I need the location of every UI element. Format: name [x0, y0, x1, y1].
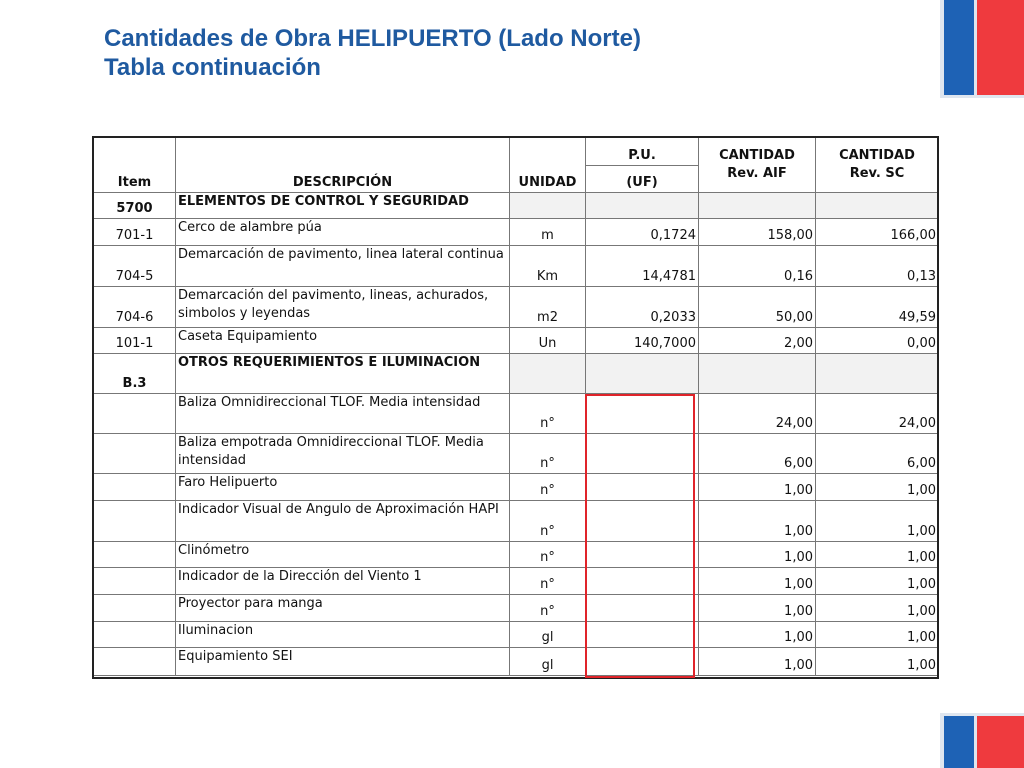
header-descripcion: DESCRIPCIÓN: [176, 138, 510, 193]
flag-stripes-top: [940, 0, 1024, 98]
table-row: [94, 568, 939, 595]
cell-unidad: gl: [510, 622, 586, 648]
table-row: [94, 434, 939, 474]
cell-unidad: [510, 354, 586, 394]
cell-unidad: m2: [510, 287, 586, 328]
cell-cantidad-sc: 6,00: [816, 434, 939, 474]
header-pu: P.U.: [586, 138, 699, 166]
cell-cantidad-sc: 1,00: [816, 542, 939, 568]
cell-cantidad-aif: 1,00: [699, 501, 816, 542]
cell-pu: 14,4781: [586, 246, 699, 287]
cell-pu: [586, 568, 699, 595]
cell-descripcion: Demarcación de pavimento, linea lateral continua: [176, 246, 510, 287]
cell-unidad: n°: [510, 595, 586, 622]
cell-unidad: n°: [510, 542, 586, 568]
header-item: Item: [94, 138, 176, 193]
cell-cantidad-sc: 1,00: [816, 568, 939, 595]
cell-item: B.3: [94, 354, 176, 394]
table-row: [94, 394, 939, 434]
table-row: [94, 287, 939, 328]
cell-pu: [586, 648, 699, 676]
cell-pu: [586, 622, 699, 648]
cell-cantidad-sc: 1,00: [816, 648, 939, 676]
quantities-table: [93, 137, 939, 676]
cell-item: [94, 474, 176, 501]
cell-unidad: n°: [510, 501, 586, 542]
cell-cantidad-aif: 2,00: [699, 328, 816, 354]
cell-pu: 0,1724: [586, 219, 699, 246]
flag-stripes-bottom: [940, 713, 1024, 768]
cell-cantidad-aif: 158,00: [699, 219, 816, 246]
cell-pu: [586, 354, 699, 394]
cell-descripcion: Indicador de la Dirección del Viento 1: [176, 568, 510, 595]
cell-unidad: n°: [510, 568, 586, 595]
cell-descripcion: Iluminacion: [176, 622, 510, 648]
cell-pu: [586, 474, 699, 501]
cell-unidad: gl: [510, 648, 586, 676]
title-line-2: Tabla continuación: [104, 54, 321, 81]
table-row: [94, 648, 939, 676]
cell-cantidad-aif: 1,00: [699, 648, 816, 676]
cell-cantidad-sc: [816, 193, 939, 219]
header-pu-unit: (UF): [586, 166, 699, 193]
table-row: [94, 595, 939, 622]
cell-item: 101-1: [94, 328, 176, 354]
cell-cantidad-aif: 1,00: [699, 622, 816, 648]
table-row: [94, 193, 939, 219]
cell-descripcion: Baliza empotrada Omnidireccional TLOF. Media intensidad: [176, 434, 510, 474]
cell-item: [94, 648, 176, 676]
cell-cantidad-sc: 49,59: [816, 287, 939, 328]
table-row: [94, 246, 939, 287]
cell-unidad: n°: [510, 394, 586, 434]
cell-item: 5700: [94, 193, 176, 219]
cell-cantidad-aif: [699, 193, 816, 219]
header-cantidad-aif-line1: CANTIDAD: [719, 148, 795, 163]
cell-cantidad-aif: 1,00: [699, 474, 816, 501]
table-row: [94, 354, 939, 394]
cell-cantidad-sc: 1,00: [816, 622, 939, 648]
cell-pu: [586, 434, 699, 474]
header-cantidad-sc-line1: CANTIDAD: [839, 148, 915, 163]
cell-pu: [586, 193, 699, 219]
cell-item: 704-6: [94, 287, 176, 328]
cell-cantidad-aif: 24,00: [699, 394, 816, 434]
cell-descripcion: Demarcación del pavimento, lineas, achurados, simbolos y leyendas: [176, 287, 510, 328]
cell-pu: [586, 394, 699, 434]
cell-item: 704-5: [94, 246, 176, 287]
slide-title: [104, 24, 641, 82]
cell-cantidad-aif: [699, 354, 816, 394]
table-row: [94, 501, 939, 542]
header-cantidad-aif: [699, 138, 816, 193]
cell-descripcion: Baliza Omnidireccional TLOF. Media intensidad: [176, 394, 510, 434]
cell-cantidad-aif: 0,16: [699, 246, 816, 287]
cell-cantidad-aif: 1,00: [699, 568, 816, 595]
table-row: [94, 328, 939, 354]
cell-cantidad-sc: 166,00: [816, 219, 939, 246]
cell-cantidad-aif: 1,00: [699, 595, 816, 622]
cell-unidad: [510, 193, 586, 219]
cell-cantidad-sc: [816, 354, 939, 394]
cell-item: [94, 568, 176, 595]
cell-descripcion: Clinómetro: [176, 542, 510, 568]
cell-pu: 0,2033: [586, 287, 699, 328]
cell-cantidad-sc: 1,00: [816, 474, 939, 501]
cell-unidad: n°: [510, 434, 586, 474]
cell-pu: [586, 542, 699, 568]
title-line-1: Cantidades de Obra HELIPUERTO (Lado Norte): [104, 25, 641, 52]
cell-item: 701-1: [94, 219, 176, 246]
cell-cantidad-sc: 0,13: [816, 246, 939, 287]
table-body: [94, 193, 939, 676]
table-row: [94, 622, 939, 648]
cell-unidad: Un: [510, 328, 586, 354]
cell-cantidad-sc: 0,00: [816, 328, 939, 354]
cell-unidad: Km: [510, 246, 586, 287]
cell-descripcion: ELEMENTOS DE CONTROL Y SEGURIDAD: [176, 193, 510, 219]
cell-cantidad-sc: 24,00: [816, 394, 939, 434]
header-cantidad-aif-line2: Rev. AIF: [727, 166, 787, 181]
cell-cantidad-aif: 1,00: [699, 542, 816, 568]
cell-descripcion: OTROS REQUERIMIENTOS E ILUMINACION: [176, 354, 510, 394]
cell-descripcion: Proyector para manga: [176, 595, 510, 622]
cell-cantidad-sc: 1,00: [816, 595, 939, 622]
header-cantidad-sc-line2: Rev. SC: [849, 166, 905, 181]
table-row: [94, 219, 939, 246]
cell-descripcion: Cerco de alambre púa: [176, 219, 510, 246]
cell-descripcion: Caseta Equipamiento: [176, 328, 510, 354]
cell-descripcion: Indicador Visual de Angulo de Aproximación HAPI: [176, 501, 510, 542]
cell-descripcion: Faro Helipuerto: [176, 474, 510, 501]
cell-pu: [586, 501, 699, 542]
cell-cantidad-sc: 1,00: [816, 501, 939, 542]
table-row: [94, 542, 939, 568]
cell-descripcion: Equipamiento SEI: [176, 648, 510, 676]
cell-item: [94, 542, 176, 568]
cell-pu: 140,7000: [586, 328, 699, 354]
cell-unidad: m: [510, 219, 586, 246]
cell-cantidad-aif: 6,00: [699, 434, 816, 474]
cell-unidad: n°: [510, 474, 586, 501]
cell-item: [94, 501, 176, 542]
cell-item: [94, 622, 176, 648]
cell-item: [94, 394, 176, 434]
header-cantidad-sc: [816, 138, 939, 193]
cell-cantidad-aif: 50,00: [699, 287, 816, 328]
table-row: [94, 474, 939, 501]
cell-pu: [586, 595, 699, 622]
header-unidad: UNIDAD: [510, 138, 586, 193]
cell-item: [94, 595, 176, 622]
cell-item: [94, 434, 176, 474]
